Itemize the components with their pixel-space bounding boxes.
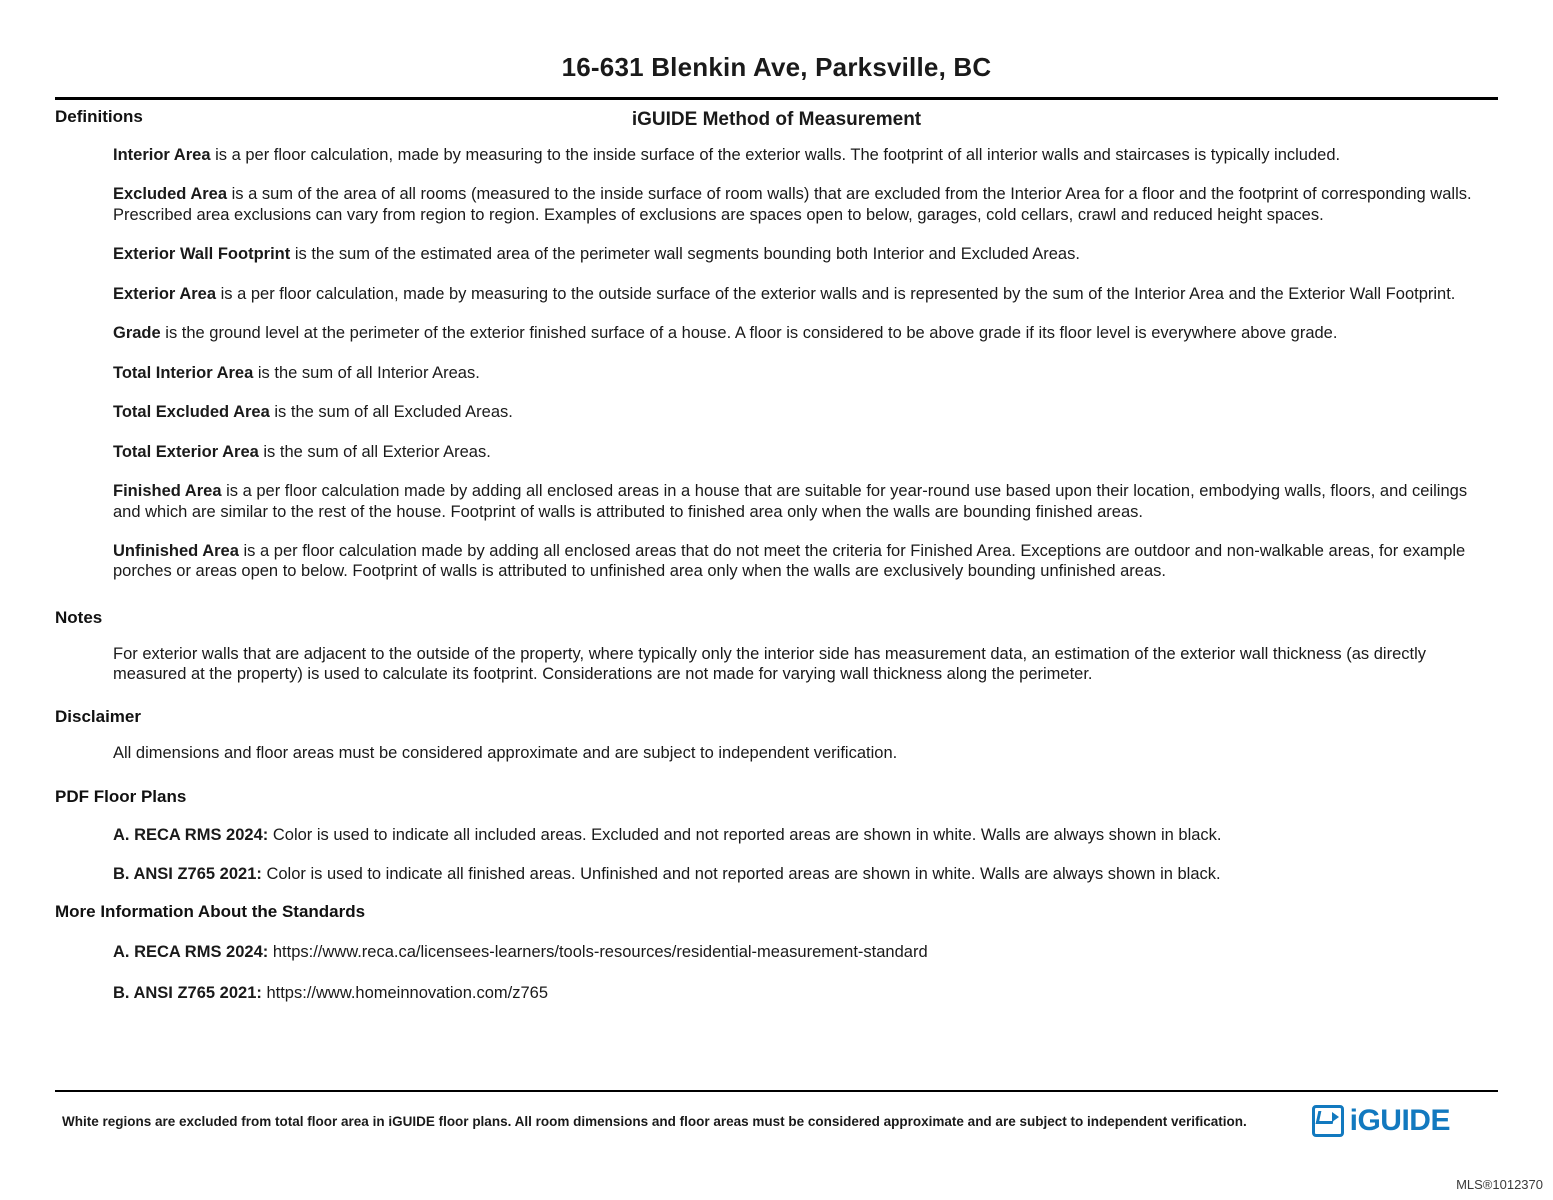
iguide-mark-icon	[1312, 1105, 1344, 1137]
section-heading-more-information: More Information About the Standards	[55, 902, 366, 922]
definition-term: Grade	[113, 324, 161, 343]
definition-total-interior-area	[113, 363, 1488, 383]
definition-text: is the sum of all Interior Areas.	[253, 363, 480, 382]
standard-term: B. ANSI Z765 2021:	[113, 983, 262, 1002]
definition-exterior-wall-footprint	[113, 244, 1488, 264]
standard-term: A. RECA RMS 2024:	[113, 943, 269, 962]
pdf-term: A. RECA RMS 2024:	[113, 826, 269, 845]
notes-text: For exterior walls that are adjacent to the outside of the property, where typically only the interior side has measurement data, an estimation of the exterior wall thickness (as directly measured at the property) is used to calculate its footprint. Considerations are not made for varying wall thickness along the perimeter.	[113, 644, 1426, 684]
definition-text: is the sum of all Exterior Areas.	[258, 442, 491, 461]
section-heading-disclaimer: Disclaimer	[55, 706, 141, 726]
standard-link-ansi	[113, 983, 1488, 1003]
definition-excluded-area	[113, 184, 1488, 225]
title-divider	[55, 97, 1498, 100]
definition-term: Total Exterior Area	[113, 442, 259, 461]
section-heading-notes: Notes	[55, 607, 103, 627]
section-heading-definitions: Definitions	[55, 107, 143, 126]
standard-url[interactable]: https://www.homeinnovation.com/z765	[261, 983, 549, 1002]
definition-term: Excluded Area	[113, 185, 228, 204]
standard-link-reca	[113, 942, 1488, 962]
page-title: 16-631 Blenkin Ave, Parksville, BC	[561, 52, 992, 82]
definition-text: is the sum of all Excluded Areas.	[269, 403, 513, 422]
mls-number: MLS®1012370	[1456, 1177, 1543, 1192]
page-footer	[62, 1104, 1498, 1138]
definition-term: Finished Area	[113, 482, 222, 501]
definition-total-exterior-area	[113, 442, 1488, 462]
definition-total-excluded-area	[113, 402, 1488, 422]
definition-unfinished-area	[113, 541, 1488, 582]
definition-finished-area	[113, 481, 1488, 522]
disclaimer-text: All dimensions and floor areas must be considered approximate and are subject to independent verification.	[113, 743, 898, 762]
definition-term: Total Excluded Area	[113, 403, 270, 422]
document-content	[55, 107, 1498, 1003]
pdf-text: Color is used to indicate all included areas. Excluded and not reported areas are shown in white. Walls are always shown in black.	[268, 826, 1222, 845]
section-heading-pdf-floor-plans: PDF Floor Plans	[55, 787, 187, 807]
definition-text: is a per floor calculation, made by measuring to the outside surface of the exterior walls and is represented by the sum of the Interior Area and the Exterior Wall Footprint.	[216, 284, 1456, 303]
definition-term: Total Interior Area	[113, 363, 254, 382]
pdf-text: Color is used to indicate all finished areas. Unfinished and not reported areas are shown in white. Walls are always shown in black.	[261, 864, 1221, 883]
standard-url[interactable]: https://www.reca.ca/licensees-learners/tools-resources/residential-measurement-standard	[268, 943, 928, 962]
definition-text: is a sum of the area of all rooms (measured to the inside surface of room walls) that are excluded from the Interior Area for a floor and the footprint of corresponding walls. Prescribed area exclusions can vary from region to region. Examples of exclusions are spaces open to below, garages, cold cellars, crawl and reduced height spaces.	[113, 185, 1472, 224]
definition-text: is a per floor calculation made by adding all enclosed areas in a house that are suitable for year-round use based upon their location, embodying walls, floors, and ceilings and which are similar to the rest of the house. Footprint of walls is attributed to finished area only when the walls are bounding finished areas.	[113, 482, 1468, 521]
pdf-floor-plan-ansi	[113, 864, 1488, 884]
iguide-logo	[1312, 1104, 1498, 1138]
definition-text: is the sum of the estimated area of the perimeter wall segments bounding both Interior and Excluded Areas.	[290, 245, 1080, 264]
pdf-floor-plan-reca	[113, 825, 1488, 845]
pdf-term: B. ANSI Z765 2021:	[113, 864, 262, 883]
definition-term: Unfinished Area	[113, 541, 239, 560]
footer-divider	[55, 1090, 1498, 1092]
definition-text: is a per floor calculation made by adding all enclosed areas that do not meet the criteria for Finished Area. Exceptions are outdoor and non-walkable areas, for example porches or areas open to below. Footprint of walls is attributed to unfinished area only when the walls are exclusively bounding unfinished areas.	[113, 541, 1466, 581]
page-subtitle: iGUIDE Method of Measurement	[631, 109, 922, 130]
definition-grade	[113, 323, 1488, 343]
definition-term: Exterior Area	[113, 284, 217, 303]
definition-text: is a per floor calculation, made by measuring to the inside surface of the exterior walls. The footprint of all interior walls and staircases is typically included.	[210, 146, 1341, 164]
footer-disclaimer: White regions are excluded from total floor area in iGUIDE floor plans. All room dimensions and floor areas must be considered approximate and are subject to independent verification.	[62, 1113, 1247, 1129]
definition-text: is the ground level at the perimeter of the exterior finished surface of a house. A floor is considered to be above grade if its floor level is everywhere above grade.	[160, 324, 1338, 343]
definition-exterior-area	[113, 284, 1488, 304]
iguide-brand-label: iGUIDE	[1349, 1104, 1450, 1137]
definition-term: Exterior Wall Footprint	[113, 245, 291, 264]
definition-interior-area	[113, 145, 1488, 165]
definition-term: Interior Area	[113, 146, 211, 164]
